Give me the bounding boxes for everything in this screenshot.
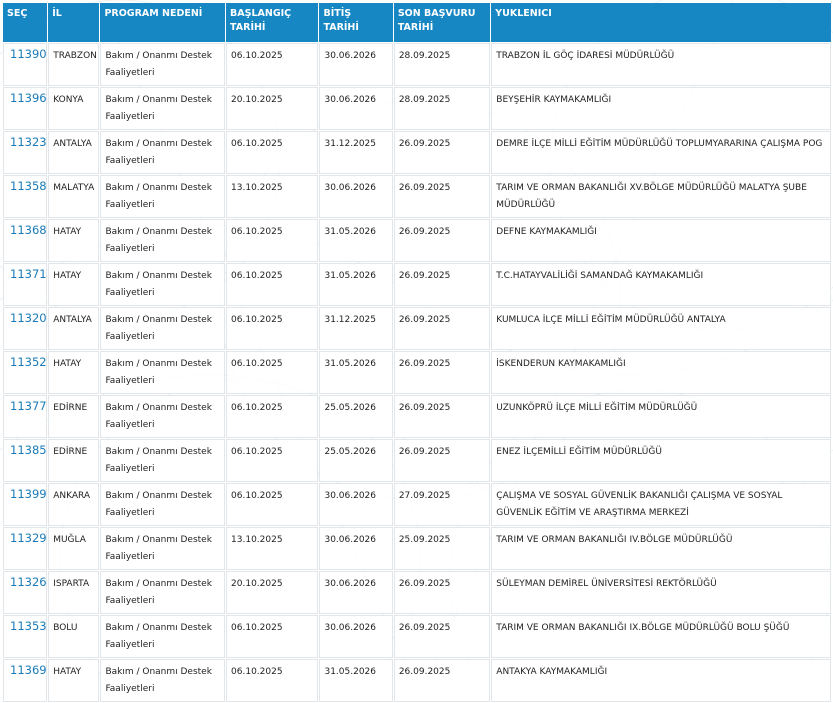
row-yuklenici: DEFNE KAYMAKAMLIĞI [496, 227, 597, 237]
row-il: HATAY [53, 667, 82, 677]
row-yuklenici-cell [491, 615, 831, 658]
row-program-nedeni: Bakım / Onanmı Destek Faaliyetleri [105, 359, 212, 386]
row-select-link[interactable]: 11368 [10, 223, 47, 237]
row-program-nedeni-cell [100, 263, 225, 306]
row-bitis-tarihi-cell [319, 43, 392, 86]
row-baslangic-tarihi-cell [226, 263, 318, 306]
row-select-link-cell [3, 131, 47, 174]
row-il-cell [48, 219, 99, 262]
row-program-nedeni: Bakım / Onanmı Destek Faaliyetleri [105, 139, 212, 166]
row-bitis-tarihi-cell [319, 307, 392, 350]
table-row [3, 571, 831, 614]
row-il-cell [48, 659, 99, 702]
row-bitis-tarihi-cell [319, 175, 392, 218]
row-baslangic-tarihi-cell [226, 131, 318, 174]
row-select-link[interactable]: 11323 [10, 135, 47, 149]
row-yuklenici: ÇALIŞMA VE SOSYAL GÜVENLİK BAKANLIĞI ÇALIŞMA VE SOSYAL GÜVENLİK EĞİTİM VE ARAŞTIRMA MERKEZİ [496, 491, 783, 518]
row-select-link-cell [3, 43, 47, 86]
row-il-cell [48, 43, 99, 86]
table-row [3, 439, 831, 482]
row-yuklenici-cell [491, 219, 831, 262]
table-row [3, 527, 831, 570]
row-baslangic-tarihi: 20.10.2025 [231, 95, 283, 105]
table-row [3, 219, 831, 262]
row-program-nedeni-cell [100, 439, 225, 482]
row-baslangic-tarihi-cell [226, 219, 318, 262]
row-program-nedeni-cell [100, 307, 225, 350]
row-yuklenici: DEMRE İLÇE MİLLİ EĞİTİM MÜDÜRLÜĞÜ TOPLUMYARARINA ÇALIŞMA POG [496, 139, 823, 149]
row-yuklenici-cell [491, 395, 831, 438]
row-il: ANTALYA [53, 315, 92, 325]
row-select-link[interactable]: 11358 [10, 179, 47, 193]
row-select-link[interactable]: 11399 [10, 487, 47, 501]
row-son-basvuru-tarihi: 26.09.2025 [398, 359, 451, 369]
row-baslangic-tarihi: 06.10.2025 [231, 447, 283, 457]
row-bitis-tarihi-cell [319, 527, 392, 570]
row-select-link[interactable]: 11385 [10, 443, 47, 457]
row-baslangic-tarihi: 06.10.2025 [231, 359, 283, 369]
row-il-cell [48, 439, 99, 482]
row-bitis-tarihi: 30.06.2026 [324, 535, 376, 545]
row-yuklenici-cell [491, 483, 831, 526]
row-yuklenici: TARIM VE ORMAN BAKANLIĞI XV.BÖLGE MÜDÜRLÜĞÜ MALATYA ŞUBE MÜDÜRLÜĞÜ [496, 183, 807, 210]
row-yuklenici-cell [491, 307, 831, 350]
row-son-basvuru-tarihi-cell [394, 351, 490, 394]
row-baslangic-tarihi: 06.10.2025 [231, 315, 283, 325]
row-program-nedeni-cell [100, 615, 225, 658]
row-select-link[interactable]: 11326 [10, 575, 47, 589]
row-baslangic-tarihi: 06.10.2025 [231, 139, 283, 149]
row-il: HATAY [53, 271, 82, 281]
row-bitis-tarihi-cell [319, 615, 392, 658]
row-bitis-tarihi-cell [319, 395, 392, 438]
row-yuklenici-cell [491, 175, 831, 218]
row-yuklenici: İSKENDERUN KAYMAKAMLIĞI [496, 359, 626, 369]
table-row [3, 87, 831, 130]
row-program-nedeni: Bakım / Onanmı Destek Faaliyetleri [105, 227, 212, 254]
row-program-nedeni-cell [100, 395, 225, 438]
row-il-cell [48, 527, 99, 570]
row-select-link[interactable]: 11329 [10, 531, 47, 545]
row-il-cell [48, 307, 99, 350]
row-bitis-tarihi-cell [319, 263, 392, 306]
header-row [3, 3, 831, 42]
row-bitis-tarihi: 25.05.2026 [324, 403, 376, 413]
row-il-cell [48, 615, 99, 658]
row-yuklenici-cell [491, 131, 831, 174]
row-program-nedeni-cell [100, 43, 225, 86]
row-program-nedeni: Bakım / Onanmı Destek Faaliyetleri [105, 315, 212, 342]
row-select-link[interactable]: 11377 [10, 399, 47, 413]
row-son-basvuru-tarihi: 26.09.2025 [398, 667, 451, 677]
row-baslangic-tarihi-cell [226, 307, 318, 350]
row-bitis-tarihi: 30.06.2026 [324, 95, 376, 105]
row-il-cell [48, 395, 99, 438]
row-program-nedeni: Bakım / Onanmı Destek Faaliyetleri [105, 579, 212, 606]
table-row [3, 659, 831, 702]
row-il-cell [48, 87, 99, 130]
row-baslangic-tarihi-cell [226, 659, 318, 702]
row-select-link-cell [3, 87, 47, 130]
table-row [3, 307, 831, 350]
table-row [3, 351, 831, 394]
row-il: EDİRNE [53, 403, 88, 413]
row-baslangic-tarihi-cell [226, 571, 318, 614]
row-son-basvuru-tarihi: 25.09.2025 [398, 535, 451, 545]
row-son-basvuru-tarihi: 26.09.2025 [398, 403, 451, 413]
row-select-link[interactable]: 11369 [10, 663, 47, 677]
row-son-basvuru-tarihi: 26.09.2025 [398, 183, 451, 193]
row-son-basvuru-tarihi: 26.09.2025 [398, 623, 451, 633]
row-yuklenici-cell [491, 659, 831, 702]
row-baslangic-tarihi-cell [226, 43, 318, 86]
row-select-link[interactable]: 11396 [10, 91, 47, 105]
row-program-nedeni-cell [100, 571, 225, 614]
row-baslangic-tarihi: 13.10.2025 [231, 535, 283, 545]
row-bitis-tarihi-cell [319, 131, 392, 174]
row-bitis-tarihi: 31.12.2025 [324, 139, 376, 149]
table-row [3, 43, 831, 86]
row-il-cell [48, 351, 99, 394]
row-program-nedeni-cell [100, 351, 225, 394]
row-baslangic-tarihi-cell [226, 351, 318, 394]
row-son-basvuru-tarihi-cell [394, 571, 490, 614]
row-yuklenici: SÜLEYMAN DEMİREL ÜNİVERSİTESİ REKTÖRLÜĞÜ [496, 579, 717, 589]
row-son-basvuru-tarihi: 26.09.2025 [398, 271, 451, 281]
row-program-nedeni: Bakım / Onanmı Destek Faaliyetleri [105, 183, 212, 210]
row-yuklenici: UZUNKÖPRÜ İLÇE MİLLİ EĞİTİM MÜDÜRLÜĞÜ [496, 403, 698, 413]
row-select-link[interactable]: 11353 [10, 619, 47, 633]
program-table [2, 2, 832, 703]
row-son-basvuru-tarihi: 26.09.2025 [398, 579, 451, 589]
row-select-link[interactable]: 11390 [10, 47, 47, 61]
row-bitis-tarihi-cell [319, 439, 392, 482]
row-son-basvuru-tarihi: 26.09.2025 [398, 315, 451, 325]
row-program-nedeni: Bakım / Onanmı Destek Faaliyetleri [105, 271, 212, 298]
row-baslangic-tarihi: 06.10.2025 [231, 51, 283, 61]
row-bitis-tarihi: 31.05.2026 [324, 667, 376, 677]
row-baslangic-tarihi: 06.10.2025 [231, 403, 283, 413]
row-bitis-tarihi: 31.05.2026 [324, 271, 376, 281]
row-baslangic-tarihi-cell [226, 527, 318, 570]
row-yuklenici-cell [491, 263, 831, 306]
row-bitis-tarihi: 25.05.2026 [324, 447, 376, 457]
row-son-basvuru-tarihi-cell [394, 527, 490, 570]
table-row [3, 131, 831, 174]
row-bitis-tarihi: 31.05.2026 [324, 359, 376, 369]
row-son-basvuru-tarihi-cell [394, 87, 490, 130]
row-son-basvuru-tarihi: 26.09.2025 [398, 139, 451, 149]
row-yuklenici-cell [491, 527, 831, 570]
row-il: ISPARTA [53, 579, 90, 589]
table-row [3, 483, 831, 526]
row-select-link-cell [3, 659, 47, 702]
row-program-nedeni: Bakım / Onanmı Destek Faaliyetleri [105, 403, 212, 430]
row-yuklenici-cell [491, 87, 831, 130]
table-row [3, 175, 831, 218]
row-program-nedeni-cell [100, 175, 225, 218]
row-baslangic-tarihi: 13.10.2025 [231, 183, 283, 193]
row-program-nedeni: Bakım / Onanmı Destek Faaliyetleri [105, 535, 212, 562]
row-select-link-cell [3, 351, 47, 394]
table-header [3, 3, 831, 42]
row-son-basvuru-tarihi-cell [394, 219, 490, 262]
row-baslangic-tarihi-cell [226, 615, 318, 658]
row-yuklenici: KUMLUCA İLÇE MİLLİ EĞİTİM MÜDÜRLÜĞÜ ANTALYA [496, 315, 726, 325]
row-il: BOLU [53, 623, 78, 633]
row-baslangic-tarihi-cell [226, 483, 318, 526]
row-baslangic-tarihi-cell [226, 175, 318, 218]
row-baslangic-tarihi: 06.10.2025 [231, 491, 283, 501]
row-son-basvuru-tarihi-cell [394, 43, 490, 86]
row-il-cell [48, 483, 99, 526]
row-select-link[interactable]: 11352 [10, 355, 47, 369]
row-son-basvuru-tarihi-cell [394, 395, 490, 438]
row-program-nedeni-cell [100, 131, 225, 174]
row-bitis-tarihi-cell [319, 219, 392, 262]
row-son-basvuru-tarihi-cell [394, 615, 490, 658]
header-baslangic-tarihi: BAŞLANGIÇ TARİHİ [226, 3, 318, 42]
row-bitis-tarihi-cell [319, 351, 392, 394]
row-baslangic-tarihi: 06.10.2025 [231, 667, 283, 677]
row-program-nedeni-cell [100, 87, 225, 130]
header-yuklenici: YUKLENICI [491, 3, 831, 42]
header-bitis-tarihi: BİTİŞ TARİHİ [319, 3, 392, 42]
row-program-nedeni: Bakım / Onanmı Destek Faaliyetleri [105, 491, 212, 518]
row-bitis-tarihi: 31.05.2026 [324, 227, 376, 237]
row-il: ANTALYA [53, 139, 92, 149]
row-bitis-tarihi: 30.06.2026 [324, 183, 376, 193]
row-son-basvuru-tarihi-cell [394, 439, 490, 482]
row-yuklenici-cell [491, 351, 831, 394]
row-son-basvuru-tarihi-cell [394, 175, 490, 218]
row-yuklenici-cell [491, 571, 831, 614]
row-il: ANKARA [53, 491, 91, 501]
row-son-basvuru-tarihi-cell [394, 483, 490, 526]
row-baslangic-tarihi-cell [226, 395, 318, 438]
row-son-basvuru-tarihi-cell [394, 307, 490, 350]
row-il: TRABZON [53, 51, 97, 61]
row-bitis-tarihi-cell [319, 659, 392, 702]
row-il: MALATYA [53, 183, 95, 193]
row-select-link-cell [3, 571, 47, 614]
row-baslangic-tarihi-cell [226, 87, 318, 130]
row-il-cell [48, 571, 99, 614]
row-son-basvuru-tarihi-cell [394, 131, 490, 174]
row-il: HATAY [53, 227, 82, 237]
row-yuklenici: ENEZ İLÇEMİLLİ EĞİTİM MÜDÜRLÜĞÜ [496, 447, 662, 457]
row-son-basvuru-tarihi-cell [394, 659, 490, 702]
row-baslangic-tarihi: 06.10.2025 [231, 227, 283, 237]
row-yuklenici-cell [491, 43, 831, 86]
row-select-link-cell [3, 395, 47, 438]
row-il-cell [48, 175, 99, 218]
row-son-basvuru-tarihi: 27.09.2025 [398, 491, 451, 501]
row-program-nedeni-cell [100, 219, 225, 262]
row-bitis-tarihi-cell [319, 571, 392, 614]
row-program-nedeni: Bakım / Onanmı Destek Faaliyetleri [105, 447, 212, 474]
row-bitis-tarihi-cell [319, 87, 392, 130]
header-il: İL [48, 3, 99, 42]
row-bitis-tarihi: 30.06.2026 [324, 491, 376, 501]
row-program-nedeni: Bakım / Onanmı Destek Faaliyetleri [105, 95, 212, 122]
header-son-basvuru-tarihi: SON BAŞVURU TARİHİ [394, 3, 490, 42]
table-body [3, 43, 831, 702]
row-il: HATAY [53, 359, 82, 369]
row-yuklenici: TARIM VE ORMAN BAKANLIĞI IX.BÖLGE MÜDÜRLÜĞÜ BOLU ŞÜĞÜ [496, 623, 790, 633]
table-row [3, 395, 831, 438]
row-select-link-cell [3, 615, 47, 658]
row-program-nedeni: Bakım / Onanmı Destek Faaliyetleri [105, 623, 212, 650]
row-bitis-tarihi: 30.06.2026 [324, 51, 376, 61]
row-il: MUĞLA [53, 535, 86, 545]
row-select-link-cell [3, 219, 47, 262]
row-select-link[interactable]: 11371 [10, 267, 47, 281]
header-program-nedeni: PROGRAM NEDENİ [100, 3, 225, 42]
row-bitis-tarihi: 30.06.2026 [324, 579, 376, 589]
row-select-link-cell [3, 307, 47, 350]
row-yuklenici: T.C.HATAYVALİLİĞİ SAMANDAĞ KAYMAKAMLIĞI [496, 271, 704, 281]
row-son-basvuru-tarihi: 28.09.2025 [398, 51, 451, 61]
row-select-link[interactable]: 11320 [10, 311, 47, 325]
row-program-nedeni: Bakım / Onanmı Destek Faaliyetleri [105, 51, 212, 78]
row-bitis-tarihi: 30.06.2026 [324, 623, 376, 633]
row-select-link-cell [3, 175, 47, 218]
row-program-nedeni-cell [100, 659, 225, 702]
row-baslangic-tarihi: 06.10.2025 [231, 623, 283, 633]
row-select-link-cell [3, 439, 47, 482]
row-baslangic-tarihi-cell [226, 439, 318, 482]
row-baslangic-tarihi: 20.10.2025 [231, 579, 283, 589]
row-yuklenici: ANTAKYA KAYMAKAMLIĞI [496, 667, 608, 677]
header-sec: SEÇ [3, 3, 47, 42]
row-il: EDİRNE [53, 447, 88, 457]
row-program-nedeni-cell [100, 483, 225, 526]
table-row [3, 615, 831, 658]
row-il-cell [48, 131, 99, 174]
row-baslangic-tarihi: 06.10.2025 [231, 271, 283, 281]
table-row [3, 263, 831, 306]
row-select-link-cell [3, 263, 47, 306]
row-program-nedeni-cell [100, 527, 225, 570]
row-yuklenici: BEYŞEHİR KAYMAKAMLIĞI [496, 95, 612, 105]
row-yuklenici: TRABZON İL GÖÇ İDARESİ MÜDÜRLÜĞÜ [496, 51, 675, 61]
row-il-cell [48, 263, 99, 306]
row-son-basvuru-tarihi-cell [394, 263, 490, 306]
row-select-link-cell [3, 527, 47, 570]
row-son-basvuru-tarihi: 26.09.2025 [398, 447, 451, 457]
row-il: KONYA [53, 95, 84, 105]
row-son-basvuru-tarihi: 26.09.2025 [398, 227, 451, 237]
row-son-basvuru-tarihi: 28.09.2025 [398, 95, 451, 105]
row-yuklenici: TARIM VE ORMAN BAKANLIĞI IV.BÖLGE MÜDÜRLÜĞÜ [496, 535, 733, 545]
row-yuklenici-cell [491, 439, 831, 482]
row-program-nedeni: Bakım / Onanmı Destek Faaliyetleri [105, 667, 212, 694]
row-bitis-tarihi-cell [319, 483, 392, 526]
row-select-link-cell [3, 483, 47, 526]
row-bitis-tarihi: 31.12.2025 [324, 315, 376, 325]
